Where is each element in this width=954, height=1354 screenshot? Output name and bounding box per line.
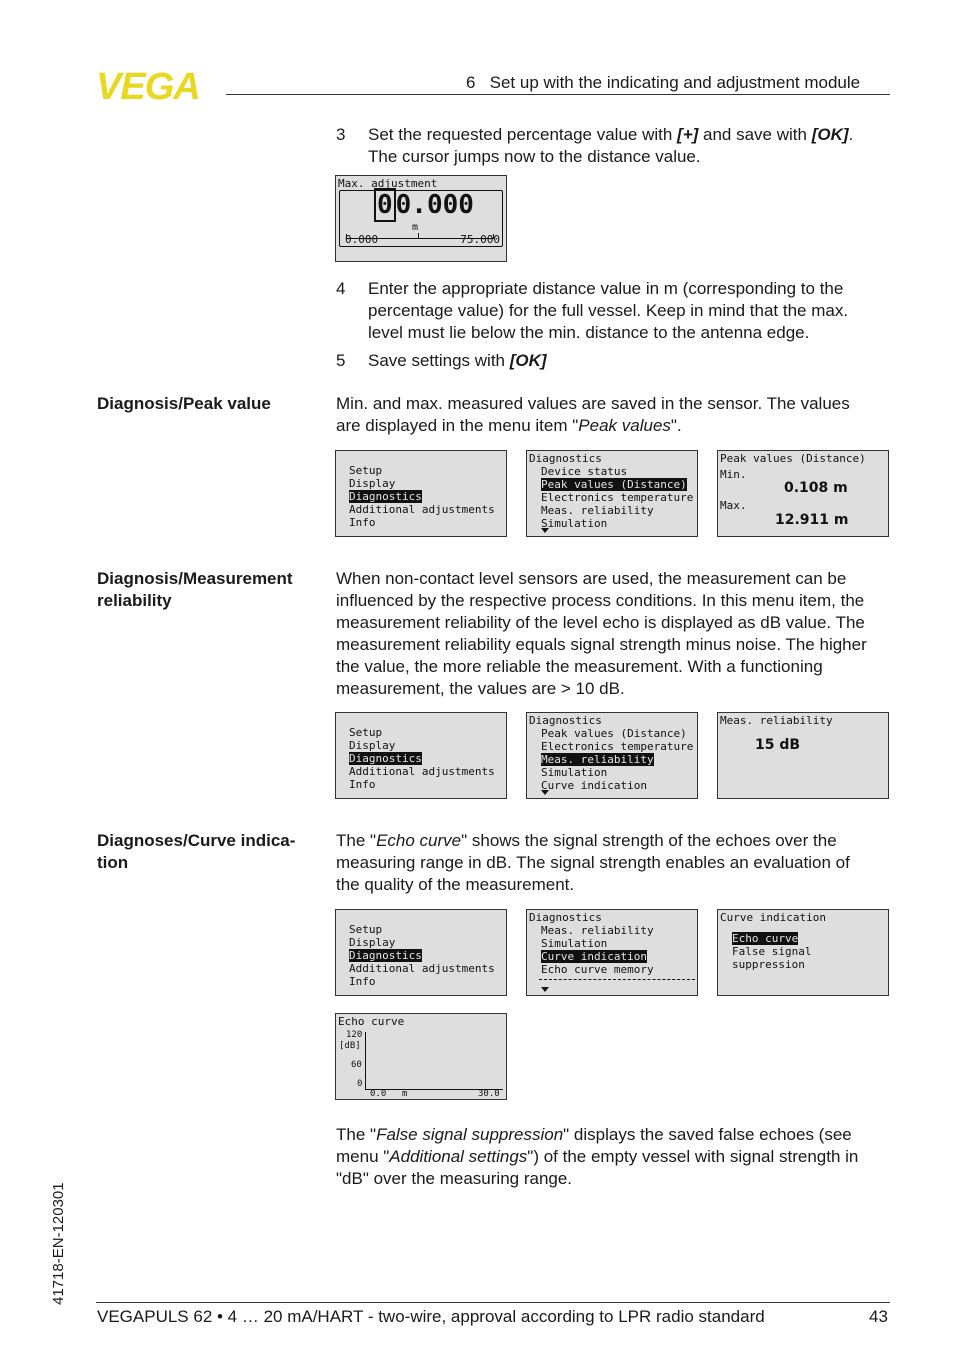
y-unit: [dB] xyxy=(339,1041,361,1051)
lcd-max-value: 12.911 m xyxy=(775,512,849,528)
lcd-value xyxy=(374,190,474,220)
menu-item: Info xyxy=(349,778,376,791)
menu-item: Meas. reliability xyxy=(541,924,654,937)
para-line: " displays the saved false echoes (see xyxy=(563,1125,852,1144)
para-line: measuring range in dB. The signal strength enables an evaluation of xyxy=(336,853,850,872)
x-tick-end: 30.0 xyxy=(478,1089,500,1099)
menu-item: Simulation xyxy=(541,937,608,950)
menu-item: Additional adjustments xyxy=(349,962,495,975)
section-header xyxy=(466,73,860,93)
curve-paragraph xyxy=(336,830,892,896)
menu-item: Info xyxy=(349,975,376,988)
menu-item: Curve indication xyxy=(541,779,647,792)
lcd-main-menu-1 xyxy=(335,450,507,537)
heading-curve-indication xyxy=(97,830,317,874)
step-text: . xyxy=(848,125,854,144)
lcd-title: Peak values (Distance) xyxy=(720,452,866,465)
menu-ref: Echo curve xyxy=(376,831,462,850)
lcd-title: Diagnostics xyxy=(529,452,602,465)
para-line: The " xyxy=(336,831,377,850)
lcd-diagnostics-2 xyxy=(526,712,698,799)
peak-paragraph xyxy=(336,393,892,437)
para-line: measurement reliability of the level echo is displayed as dB value. The xyxy=(336,613,865,632)
y-axis xyxy=(365,1032,366,1090)
page-number: 43 xyxy=(869,1307,888,1326)
step-text: Save settings with xyxy=(368,351,510,370)
section-number: 6 xyxy=(466,73,476,92)
lcd-diagnostics-3 xyxy=(526,909,698,996)
lcd-scale-mid xyxy=(418,233,419,239)
lcd-echo-curve xyxy=(335,1013,507,1100)
menu-item-selected: Meas. reliability xyxy=(541,753,654,766)
section-title: Set up with the indicating and adjustment module xyxy=(489,73,861,92)
step-3 xyxy=(336,124,892,168)
heading-line: Diagnoses/Curve indica- xyxy=(97,831,296,850)
menu-item-selected: Curve indication xyxy=(541,950,647,963)
menu-item-selected: Echo curve xyxy=(732,932,799,945)
lcd-main-menu-3 xyxy=(335,909,507,996)
step-text: percentage value) for the full vessel. Keep in mind that the max. xyxy=(368,301,849,320)
menu-item: Electronics temperature xyxy=(541,491,694,504)
lcd-curve-indication xyxy=(717,909,889,996)
key-ok: [OK] xyxy=(811,125,849,144)
lcd-title: Meas. reliability xyxy=(720,714,833,727)
lcd-label: Max. xyxy=(720,499,747,512)
step-text: The cursor jumps now to the distance value. xyxy=(368,147,701,166)
key-plus: [+] xyxy=(677,125,699,144)
lcd-max-adjustment xyxy=(335,175,507,262)
menu-item: Setup xyxy=(349,464,383,477)
menu-ref: Additional settings xyxy=(389,1147,528,1166)
y-tick-top: 120 xyxy=(346,1030,363,1040)
menu-ref: False signal suppression xyxy=(376,1125,564,1144)
step-number: 5 xyxy=(336,351,346,370)
para-line: The " xyxy=(336,1125,377,1144)
menu-item: Electronics temperature xyxy=(541,740,694,753)
lcd-divider xyxy=(539,979,695,980)
para-line: When non-contact level sensors are used, the measurement can be xyxy=(336,569,847,588)
para-line: menu " xyxy=(336,1147,390,1166)
lcd-title: Max. adjustment xyxy=(338,177,438,190)
lcd-peak-values xyxy=(717,450,889,537)
menu-item: Display xyxy=(349,739,396,752)
step-number: 4 xyxy=(336,279,346,298)
lcd-diagnostics-1 xyxy=(526,450,698,537)
para-line: influenced by the respective process conditions. In this menu item, the xyxy=(336,591,865,610)
step-text: Enter the appropriate distance value in m (corresponding to the xyxy=(368,279,844,298)
heading-line: Diagnosis/Measurement xyxy=(97,569,293,588)
lcd-title: Diagnostics xyxy=(529,911,602,924)
para-line: the quality of the measurement. xyxy=(336,875,575,894)
menu-ref: Peak values xyxy=(578,416,671,435)
menu-item: Echo curve memory xyxy=(541,963,654,976)
key-ok: [OK] xyxy=(509,351,547,370)
step-text: level must lie below the min. distance to the antenna edge. xyxy=(368,323,810,342)
heading-line: reliability xyxy=(97,591,172,610)
heading-line: tion xyxy=(97,853,129,872)
menu-item: Display xyxy=(349,477,396,490)
y-tick-mid: 60 xyxy=(351,1060,362,1070)
lcd-value-rest: 0.000 xyxy=(395,190,474,220)
para-line: measurement reliability equals signal strength minus noise. The higher xyxy=(336,635,867,654)
menu-item: Info xyxy=(349,516,376,529)
menu-item: Simulation xyxy=(541,766,608,779)
menu-item: Simulation xyxy=(541,517,608,530)
para-line: the value, the more reliable the measurement. With a functioning xyxy=(336,657,823,676)
para-line: ") of the empty vessel with signal strength in xyxy=(527,1147,859,1166)
lcd-reliability-value: 15 dB xyxy=(755,737,801,753)
reliability-paragraph xyxy=(336,568,892,700)
step-text: and save with xyxy=(698,125,812,144)
lcd-min: 0.000 xyxy=(345,233,379,246)
menu-item-selected: Diagnostics xyxy=(349,490,422,503)
menu-item-selected: Diagnostics xyxy=(349,752,422,765)
heading-reliability xyxy=(97,568,317,612)
footer-text: VEGAPULS 62 • 4 … 20 mA/HART - two-wire, approval according to LPR radio standard xyxy=(97,1307,765,1326)
lcd-cursor-digit: 0 xyxy=(374,188,396,222)
menu-item: Device status xyxy=(541,465,628,478)
para-line: "dB" over the measuring range. xyxy=(336,1169,573,1188)
para-line: " shows the signal strength of the echoes over the xyxy=(461,831,837,850)
menu-item: False signal suppression xyxy=(732,945,812,971)
scroll-down-icon xyxy=(541,790,549,795)
menu-item: Setup xyxy=(349,923,383,936)
step-4 xyxy=(336,278,892,344)
lcd-main-menu-2 xyxy=(335,712,507,799)
para-line: are displayed in the menu item " xyxy=(336,416,579,435)
document-id: 41718-EN-120301 xyxy=(50,1182,67,1305)
menu-item-selected: Peak values (Distance) xyxy=(541,478,687,491)
lcd-title: Diagnostics xyxy=(529,714,602,727)
scroll-down-icon xyxy=(541,528,549,533)
step-5 xyxy=(336,350,892,372)
menu-item: Additional adjustments xyxy=(349,503,495,516)
menu-item-selected: Diagnostics xyxy=(349,949,422,962)
y-tick-zero: 0 xyxy=(357,1079,363,1089)
para-line: ". xyxy=(670,416,682,435)
lcd-title: Curve indication xyxy=(720,911,826,924)
scroll-down-icon xyxy=(541,987,549,992)
vega-logo: VEGA xyxy=(96,66,200,108)
menu-item: Peak values (Distance) xyxy=(541,727,687,740)
menu-item: Meas. reliability xyxy=(541,504,654,517)
para-line: Min. and max. measured values are saved in the sensor. The values xyxy=(336,394,850,413)
menu-item: Setup xyxy=(349,726,383,739)
menu-item: Additional adjustments xyxy=(349,765,495,778)
lcd-meas-reliability xyxy=(717,712,889,799)
lcd-label: Min. xyxy=(720,468,747,481)
footer-rule xyxy=(96,1302,890,1303)
menu-item: Display xyxy=(349,936,396,949)
lcd-max: 75.000 xyxy=(460,233,500,246)
false-signal-paragraph xyxy=(336,1124,892,1190)
para-line: measurement, the values are > 10 dB. xyxy=(336,679,625,698)
lcd-title: Echo curve xyxy=(338,1015,405,1028)
lcd-unit: m xyxy=(412,222,419,233)
step-number: 3 xyxy=(336,125,346,144)
step-text: Set the requested percentage value with xyxy=(368,125,678,144)
x-tick-start: 0.0 xyxy=(370,1089,387,1099)
heading-peak-value: Diagnosis/Peak value xyxy=(97,394,271,413)
header-rule xyxy=(226,94,890,95)
x-unit: m xyxy=(402,1089,408,1099)
lcd-min-value: 0.108 m xyxy=(784,480,848,496)
